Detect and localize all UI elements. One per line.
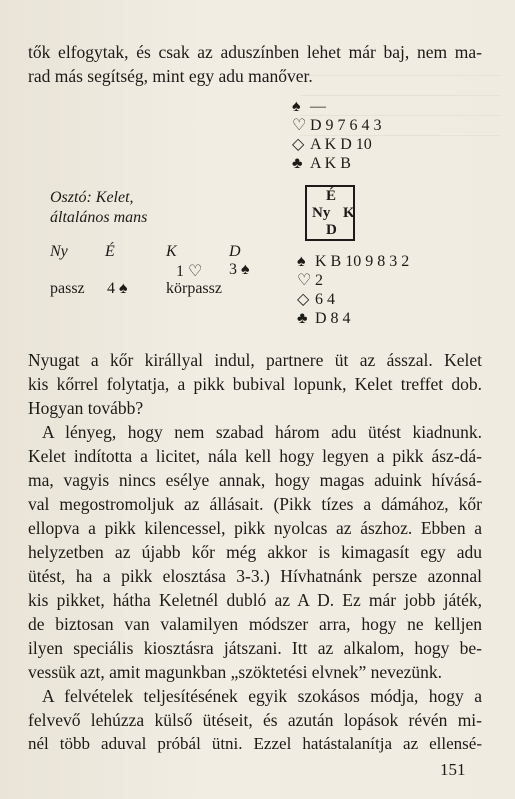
compass-south: D bbox=[326, 222, 337, 238]
spade-icon: ♠ bbox=[297, 253, 306, 270]
south-hand bbox=[297, 252, 409, 328]
compass-north: É bbox=[326, 188, 337, 204]
north-clubs bbox=[292, 154, 382, 173]
south-clubs bbox=[297, 309, 409, 328]
north-diamonds-cards: A K D 10 bbox=[310, 136, 372, 153]
body-line-4: A lényeg, hogy nem szabad három adu ütést kiadnunk. bbox=[42, 422, 482, 442]
body-line-11: kis pikket, hátha Keletnél dubló az A D. Ez már jobb játék, bbox=[28, 590, 482, 610]
south-clubs-cards: D 8 4 bbox=[315, 310, 351, 327]
south-diamonds bbox=[297, 290, 409, 309]
body-line-16: felvevő lehúzza külső ütéseit, és azután lopások révén mi- bbox=[28, 710, 482, 730]
south-hearts-cards: 2 bbox=[315, 272, 323, 289]
bid-header-k: K bbox=[166, 243, 177, 260]
south-spades-cards: K B 10 9 8 3 2 bbox=[315, 253, 410, 270]
top-line-2: rad más segítség, mint egy adu manőver. bbox=[28, 66, 313, 86]
body-line-7: val megostromoljuk az állásait. (Pikk tízes a dámához, kőr bbox=[28, 494, 482, 514]
body-line-12: de biztosan van valamilyen módszer arra, hogy ne kelljen bbox=[28, 614, 482, 634]
heart-icon: ♡ bbox=[292, 117, 307, 134]
club-icon: ♣ bbox=[292, 155, 303, 172]
north-hearts-cards: D 9 7 6 4 3 bbox=[310, 117, 382, 134]
body-line-3: Hogyan tovább? bbox=[28, 398, 144, 418]
body-line-2: kis kőrrel folytatja, a pikk bubival lopunk, Kelet treffet dob. bbox=[28, 374, 482, 394]
spade-icon: ♠ bbox=[292, 98, 301, 115]
body-line-10: ütést, ha a pikk elosztása 3-3.) Hívhatnánk persze azonnal bbox=[28, 566, 482, 586]
page-number: 151 bbox=[440, 760, 466, 779]
compass-box bbox=[305, 185, 355, 241]
north-hand bbox=[292, 97, 382, 173]
compass-west: Ny bbox=[312, 205, 331, 221]
top-line-1: tők elfogytak, és csak az aduszínben lehet már baj, nem ma- bbox=[28, 42, 482, 62]
bid-e-2: 4 ♠ bbox=[107, 280, 128, 297]
bid-k-2: körpassz bbox=[166, 280, 222, 297]
body-line-1: Nyugat a kőr királlyal indul, partnere üt az ásszal. Kelet bbox=[28, 350, 482, 370]
bid-header-ny: Ny bbox=[50, 243, 68, 260]
compass-east: K bbox=[343, 205, 355, 221]
bid-d-1: 3 ♠ bbox=[229, 261, 250, 278]
body-line-8: ellopva a pikk kilencessel, pikk nyolcas az ászhoz. Ebben a bbox=[28, 518, 482, 538]
south-hearts bbox=[297, 271, 409, 290]
north-clubs-cards: A K B bbox=[310, 155, 351, 172]
dealer-label: Osztó: Kelet, bbox=[50, 189, 134, 206]
bid-ny-2: passz bbox=[50, 280, 85, 297]
vulnerability-label: általános mans bbox=[50, 209, 148, 226]
club-icon: ♣ bbox=[297, 310, 308, 327]
north-diamonds bbox=[292, 135, 382, 154]
bid-header-e: É bbox=[105, 243, 115, 260]
bid-header-d: D bbox=[229, 243, 241, 260]
north-hearts bbox=[292, 116, 382, 135]
bid-k-1: 1 ♡ bbox=[176, 263, 203, 280]
body-line-9: helyzetben az újabb kőr még akkor is kimagasít egy adu bbox=[28, 542, 482, 562]
body-line-15: A felvételek teljesítésének egyik szokásos módja, hogy a bbox=[42, 686, 482, 706]
body-line-17: nél több aduval próbál ütni. Ezzel hatástalanítja az ellensé- bbox=[28, 734, 482, 753]
body-line-5: Kelet indította a licitet, nála kell hogy legyen a pikk ász-dá- bbox=[28, 446, 482, 466]
body-line-13: ilyen speciális kiosztásra játszani. Itt az alkalom, hogy be- bbox=[28, 638, 482, 658]
heart-icon: ♡ bbox=[297, 272, 312, 289]
diamond-icon: ◇ bbox=[292, 136, 305, 153]
north-spades-cards: — bbox=[310, 98, 326, 115]
north-spades bbox=[292, 97, 382, 116]
diamond-icon: ◇ bbox=[297, 291, 310, 308]
body-line-6: ma, vagyis nincs esélye annak, hogy magas aduink hívásá- bbox=[28, 470, 482, 490]
south-diamonds-cards: 6 4 bbox=[315, 291, 335, 308]
body-line-14: vessük azt, amit magunkban „szöktetési elvnek” nevezünk. bbox=[28, 662, 443, 682]
south-spades bbox=[297, 252, 409, 271]
